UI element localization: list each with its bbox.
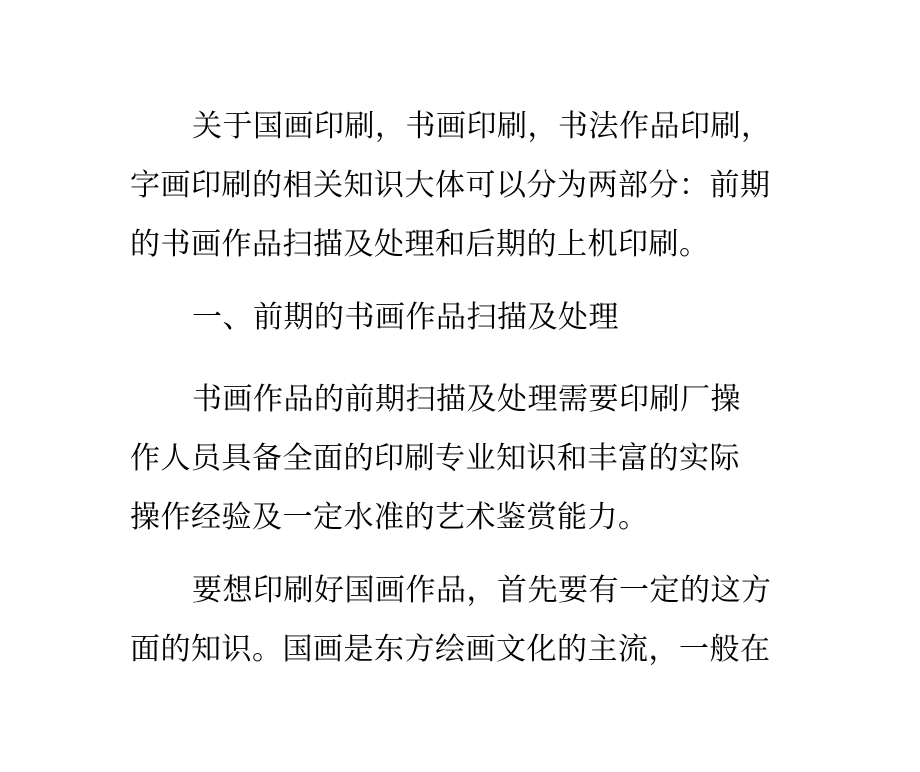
text-line: 字画印刷的相关知识大体可以分为两部分：前期: [130, 168, 771, 203]
text-line: 操作经验及一定水准的艺术鉴赏能力。: [130, 500, 649, 535]
section-heading: [130, 288, 800, 347]
intro-paragraph: [130, 97, 800, 274]
text-line: 关于国画印刷，书画印刷，书法作品印刷，: [192, 109, 772, 144]
heading-text: 一、前期的书画作品扫描及处理: [192, 300, 619, 335]
text-line: 面的知识。国画是东方绘画文化的主流，一般在: [130, 632, 771, 667]
text-line: 作人员具备全面的印刷专业知识和丰富的实际: [130, 441, 740, 476]
text-line: 的书画作品扫描及处理和后期的上机印刷。: [130, 227, 710, 262]
text-line: 要想印刷好国画作品，首先要有一定的这方: [192, 573, 772, 608]
text-line: 书画作品的前期扫描及处理需要印刷厂操: [192, 382, 741, 417]
body-paragraph: [130, 561, 800, 679]
body-paragraph: [130, 370, 800, 547]
